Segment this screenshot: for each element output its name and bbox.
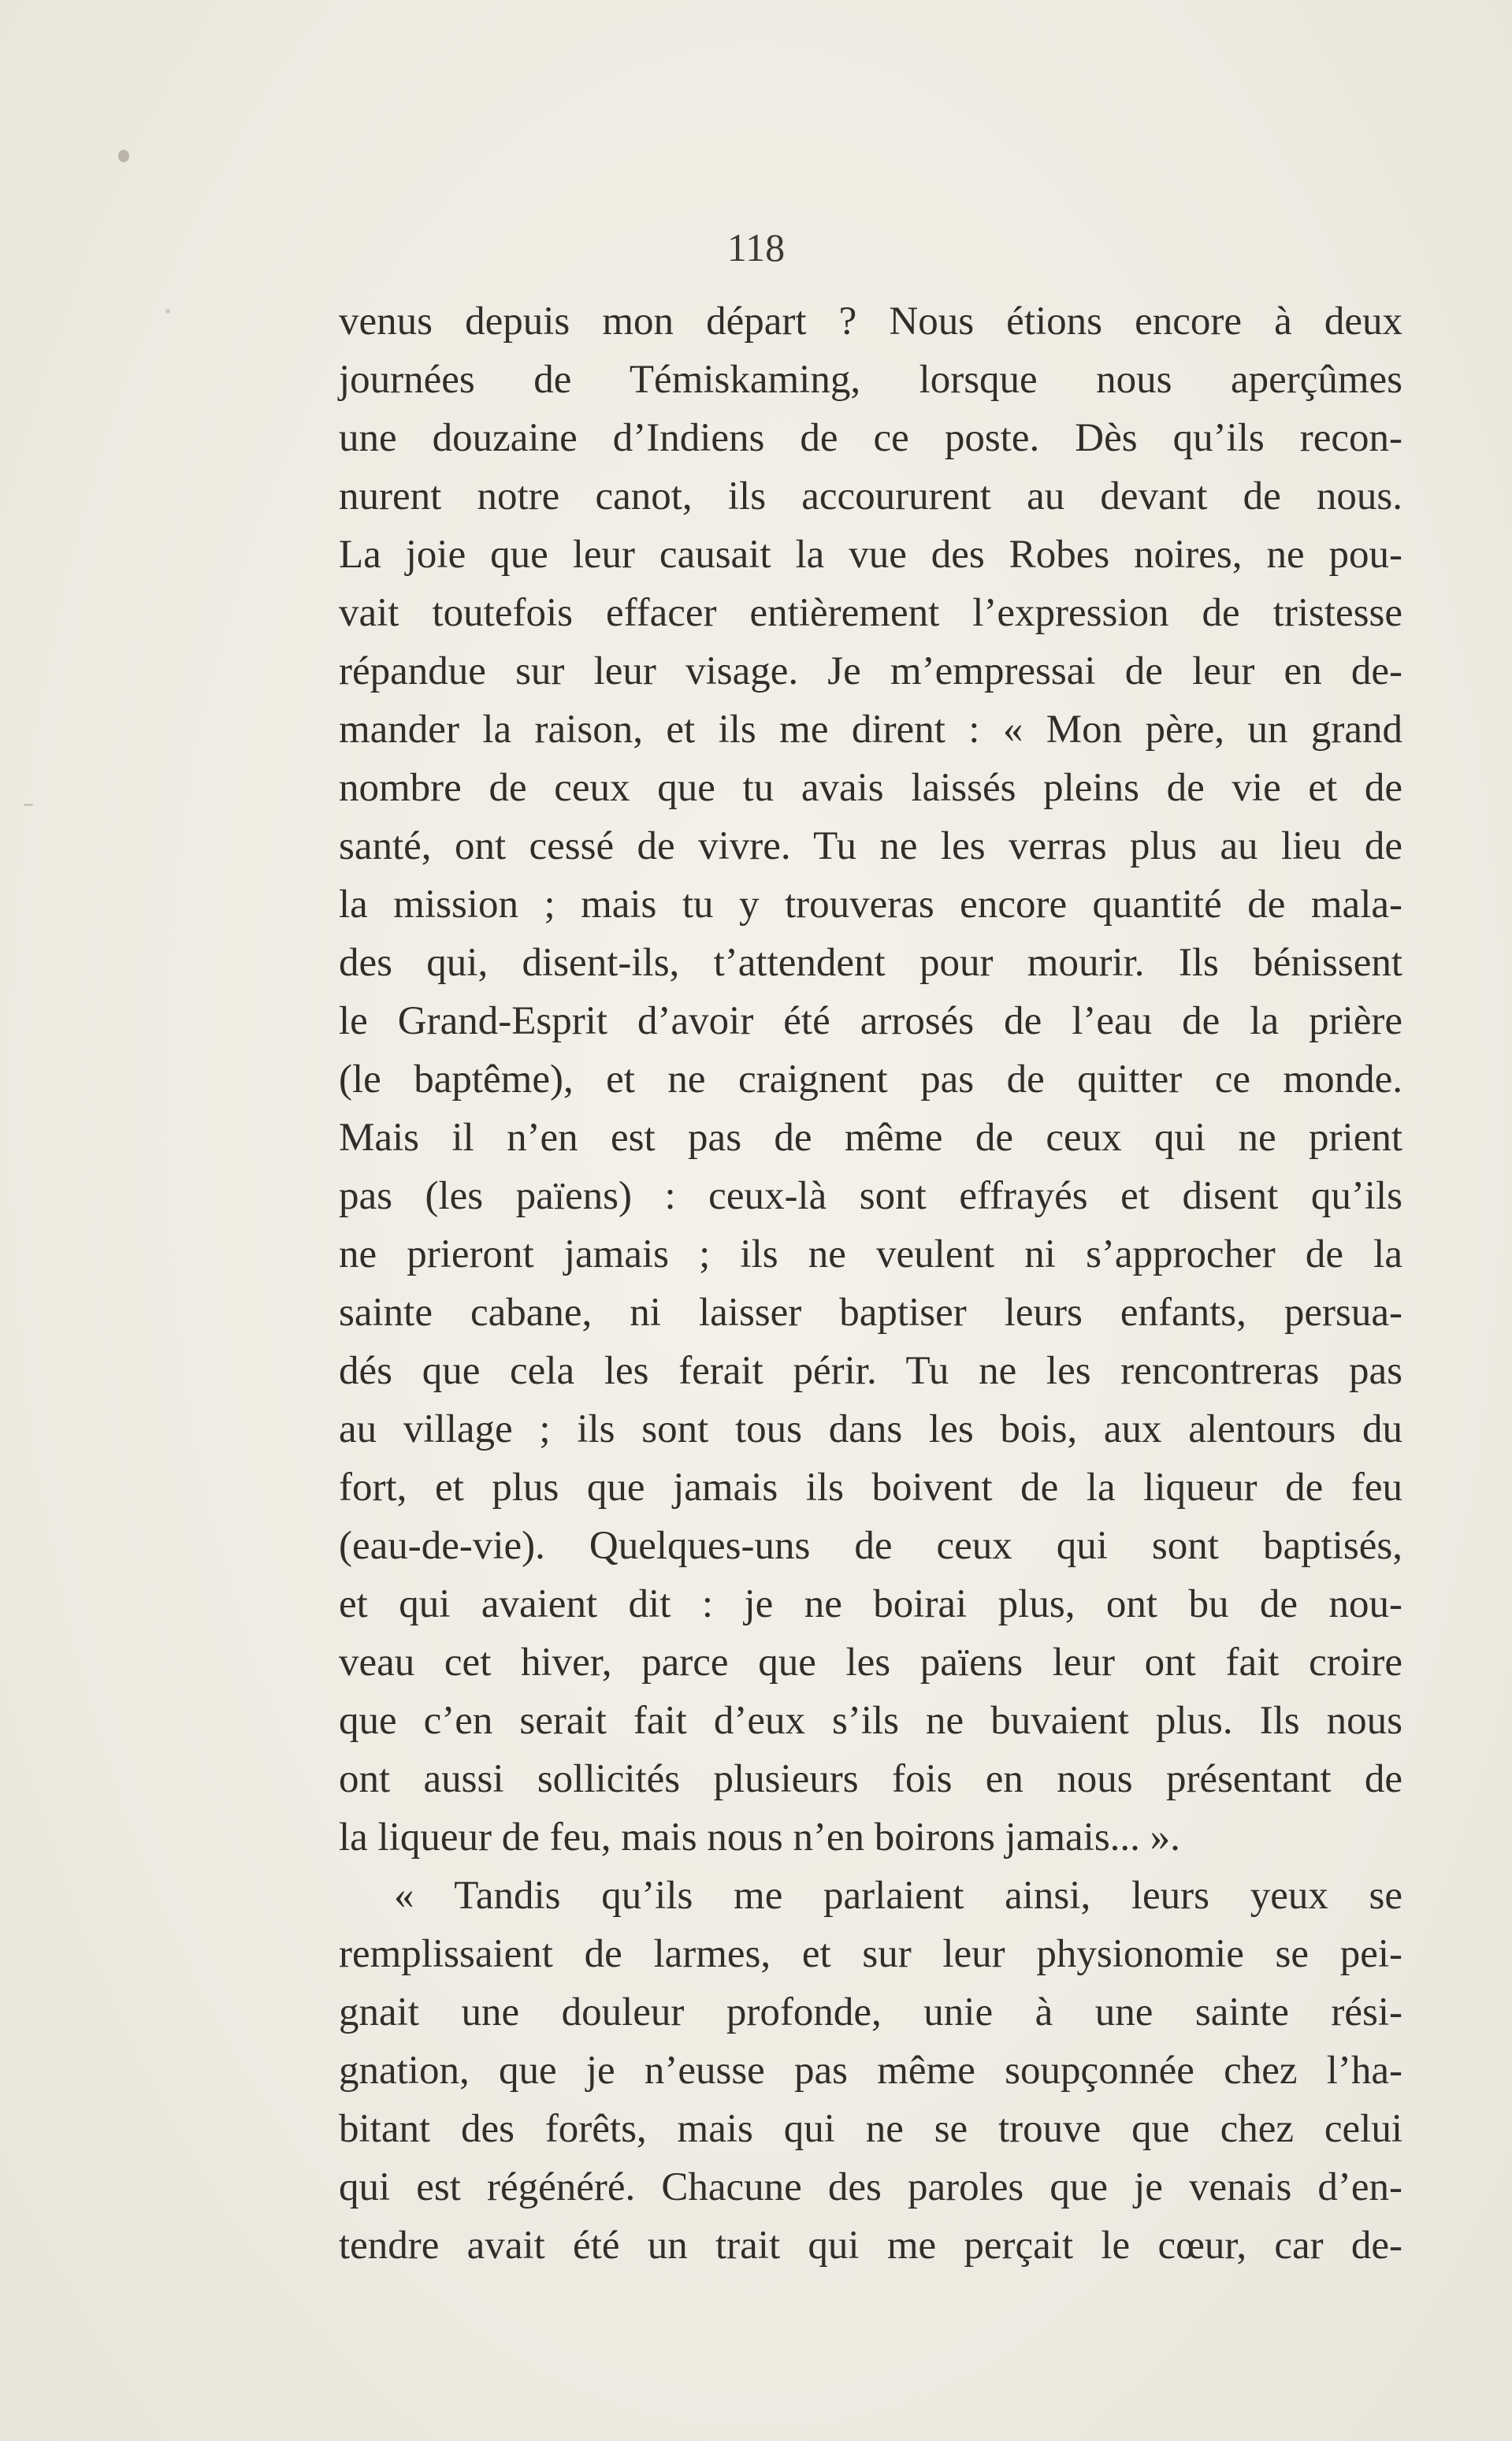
text-line: gnait une douleur profonde, unie à une sainte rési-	[339, 1990, 1402, 2034]
text-line: et qui avaient dit : je ne boirai plus, ont bu de nou-	[339, 1582, 1402, 1626]
text-line: ont aussi sollicités plusieurs fois en nous présentant de	[339, 1757, 1402, 1801]
text-line: une douzaine d’Indiens de ce poste. Dès qu’ils recon-	[339, 416, 1402, 460]
text-line: la mission ; mais tu y trouveras encore quantité de mala-	[339, 882, 1402, 927]
text-line: bitant des forêts, mais qui ne se trouve que chez celui	[339, 2107, 1402, 2151]
text-line: santé, ont cessé de vivre. Tu ne les verras plus au lieu de	[339, 824, 1402, 868]
text-line: journées de Témiskaming, lorsque nous aperçûmes	[339, 358, 1402, 402]
text-line: pas (les païens) : ceux-là sont effrayés et disent qu’ils	[339, 1174, 1402, 1218]
page-number: 118	[726, 225, 786, 269]
text-line: répandue sur leur visage. Je m’empressai de leur en de-	[339, 649, 1402, 693]
text-line: (eau-de-vie). Quelques-uns de ceux qui sont baptisés,	[339, 1524, 1402, 1568]
body-text	[339, 292, 1402, 2275]
text-line: ne prieront jamais ; ils ne veulent ni s’approcher de la	[339, 1232, 1402, 1276]
text-line: fort, et plus que jamais ils boivent de la liqueur de feu	[339, 1466, 1402, 1510]
text-line: le Grand-Esprit d’avoir été arrosés de l’eau de la prière	[339, 999, 1402, 1043]
text-line: nurent notre canot, ils accoururent au devant de nous.	[339, 474, 1402, 518]
text-line: que c’en serait fait d’eux s’ils ne buvaient plus. Ils nous	[339, 1699, 1402, 1743]
text-line: au village ; ils sont tous dans les bois, aux alentours du	[339, 1407, 1402, 1451]
text-line: gnation, que je n’eusse pas même soupçonnée chez l’ha-	[339, 2049, 1402, 2093]
text-line: « Tandis qu’ils me parlaient ainsi, leurs yeux se	[394, 1874, 1402, 1918]
text-line: (le baptême), et ne craignent pas de quitter ce monde.	[339, 1057, 1402, 1102]
text-line: venus depuis mon départ ? Nous étions encore à deux	[339, 299, 1402, 344]
text-line: nombre de ceux que tu avais laissés pleins de vie et de	[339, 766, 1402, 810]
text-line: vait toutefois effacer entièrement l’expression de tristesse	[339, 591, 1402, 635]
text-line: qui est régénéré. Chacune des paroles que je venais d’en-	[339, 2165, 1402, 2209]
text-line: veau cet hiver, parce que les païens leur ont fait croire	[339, 1640, 1402, 1685]
text-line: dés que cela les ferait périr. Tu ne les rencontreras pas	[339, 1349, 1402, 1393]
text-line: Mais il n’en est pas de même de ceux qui ne prient	[339, 1116, 1402, 1160]
text-line: remplissaient de larmes, et sur leur physionomie se pei-	[339, 1932, 1402, 1976]
paper-speck	[24, 804, 33, 806]
text-line: des qui, disent-ils, t’attendent pour mourir. Ils bénissent	[339, 941, 1402, 985]
text-line: mander la raison, et ils me dirent : « Mon père, un grand	[339, 708, 1402, 752]
text-line: sainte cabane, ni laisser baptiser leurs enfants, persua-	[339, 1291, 1402, 1335]
text-line: la liqueur de feu, mais nous n’en boirons jamais... ».	[339, 1815, 1180, 1860]
paper-speck	[118, 150, 129, 162]
text-line: tendre avait été un trait qui me perçait le cœur, car de-	[339, 2224, 1402, 2268]
paper-speck	[165, 309, 170, 314]
text-line: La joie que leur causait la vue des Robes noires, ne pou-	[339, 533, 1402, 577]
